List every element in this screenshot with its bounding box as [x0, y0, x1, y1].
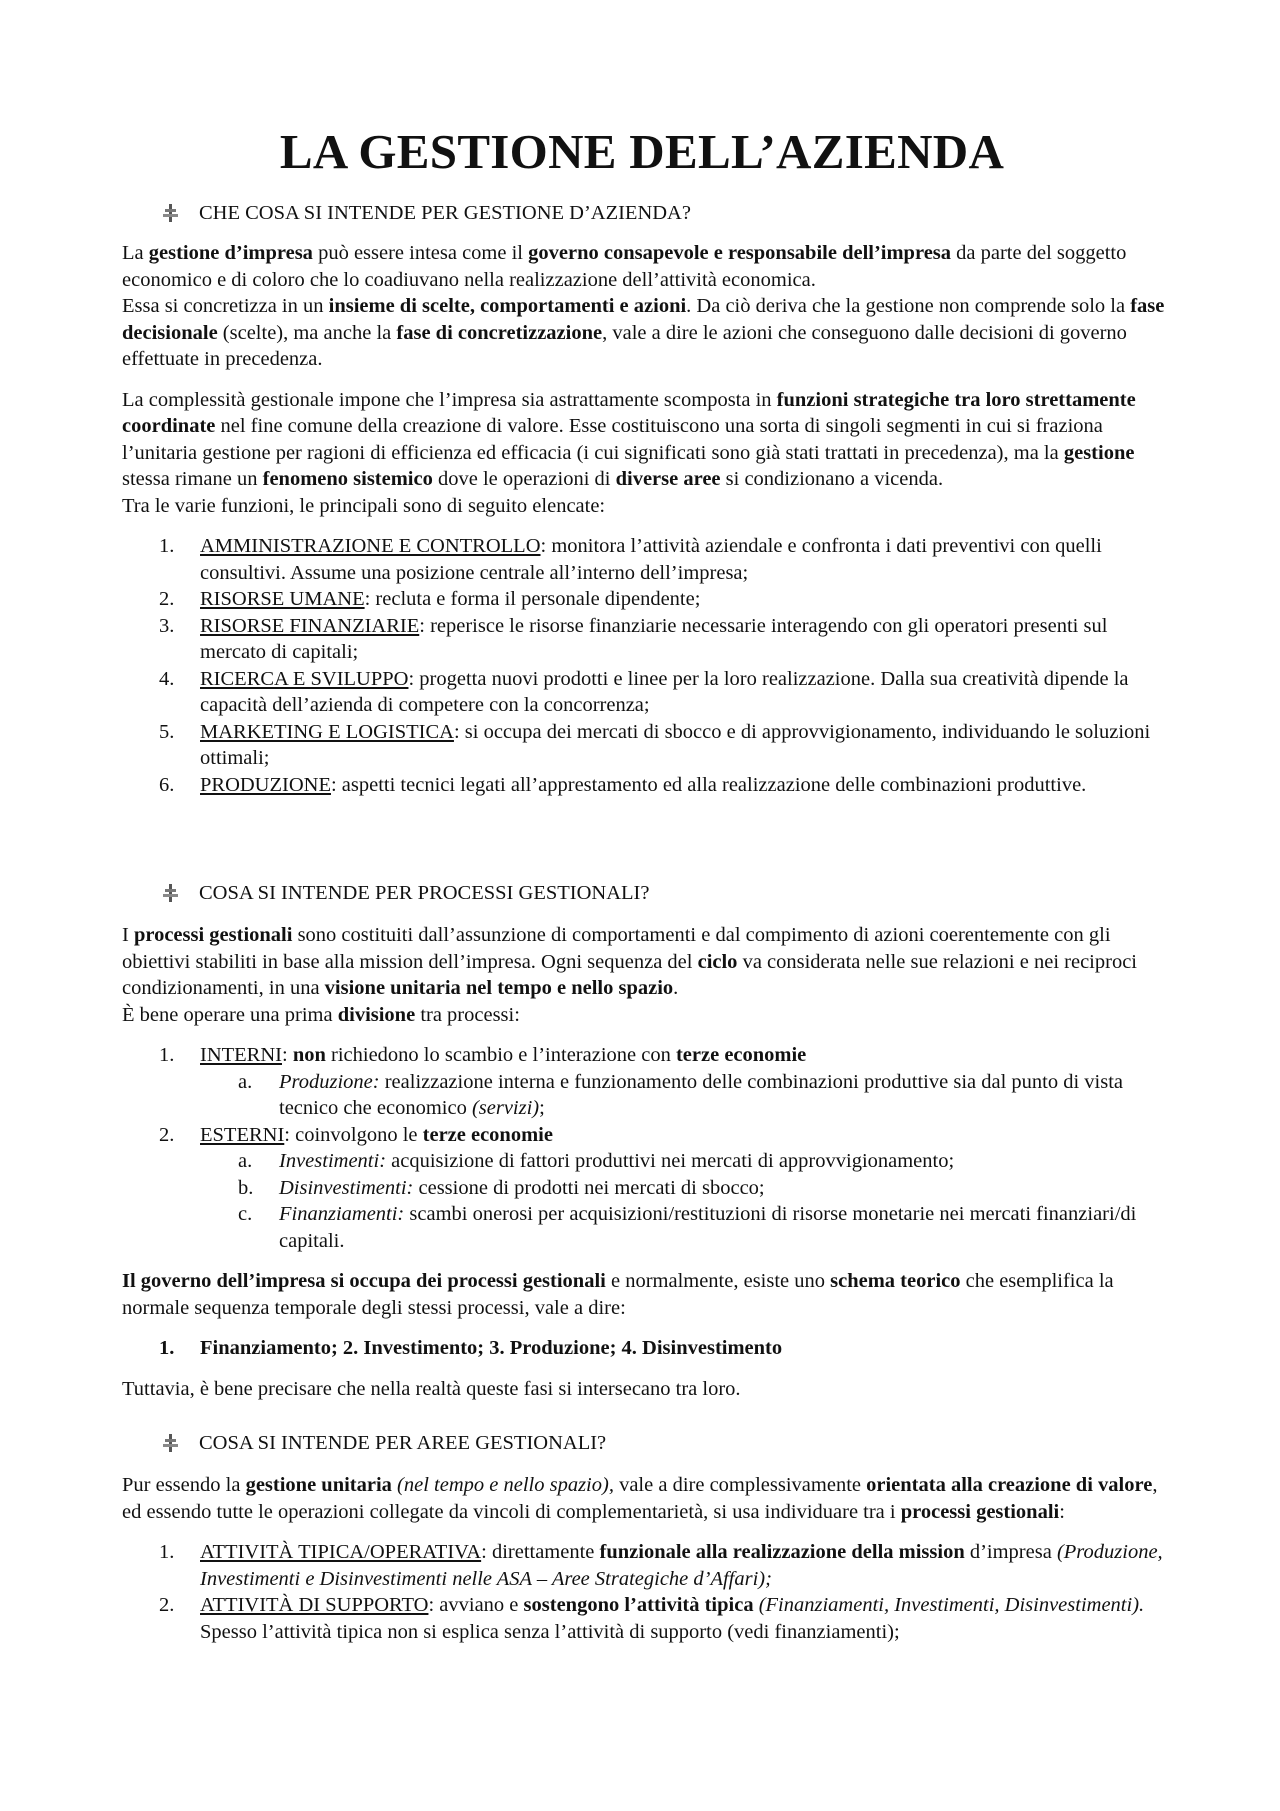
paragraph: È bene operare una prima divisione tra processi:	[122, 1003, 520, 1026]
paragraph: Tra le varie funzioni, le principali sono di seguito elencate:	[122, 494, 606, 517]
areas-list	[122, 1539, 1172, 1645]
section-heading-processi	[162, 880, 649, 906]
list-item: 6. PRODUZIONE: aspetti tecnici legati all’apprestamento ed alla realizzazione delle combinazioni produttive.	[159, 773, 1087, 796]
section-question: COSA SI INTENDE PER PROCESSI GESTIONALI?	[199, 881, 650, 904]
section-question: COSA SI INTENDE PER AREE GESTIONALI?	[199, 1431, 607, 1454]
paragraph: Essa si concretizza in un insieme di scelte, comportamenti e azioni. Da ciò deriva che la gestione non comprende solo la fase decisionale (scelte), ma anche la fase di concretizzazione, vale a dire le azioni che conseguono dalle decisioni di governo effettuate in precedenza.	[122, 295, 1165, 370]
paragraph: Pur essendo la gestione unitaria (nel tempo e nello spazio), vale a dire complessivamente orientata alla creazione di valore, ed essendo tutte le operazioni collegate da vincoli di complementarietà, si usa individuare tra i processi gestionali:	[122, 1474, 1158, 1523]
sub-list-item: b. Disinvestimenti: cessione di prodotti nei mercati di sbocco;	[238, 1176, 765, 1199]
list-item: 1. AMMINISTRAZIONE E CONTROLLO: monitora l’attività aziendale e confronta i dati preventivi con quelli consultivi. Assume una posizione centrale all’interno dell’impresa;	[159, 535, 1102, 584]
process-division-list	[122, 1042, 1172, 1254]
sub-list-item: a. Investimenti: acquisizione di fattori produttivi nei mercati di approvvigionamento;	[238, 1150, 955, 1172]
list-item: 1. INTERNI: non richiedono lo scambio e l’interazione con terze economie	[159, 1044, 807, 1066]
section-heading-aree	[162, 1430, 606, 1456]
functions-list	[122, 533, 1172, 798]
section-body-gestione	[122, 240, 1172, 798]
list-item: 5. MARKETING E LOGISTICA: si occupa dei mercati di sbocco e di approvvigionamento, individuando le soluzioni ottimali;	[159, 720, 1151, 769]
paragraph: Tuttavia, è bene precisare che nella realtà queste fasi si intersecano tra loro.	[122, 1377, 741, 1400]
paragraph: La complessità gestionale impone che l’impresa sia astrattamente scomposta in funzioni strategiche tra loro strettamente coordinate nel fine comune della creazione di valore. Esse costituiscono una sorta di singoli segmenti in cui si fraziona l’unitaria gestione per ragioni di efficienza ed efficacia (i cui significati sono già stati trattati in precedenza), ma la gestione stessa rimane un fenomeno sistemico dove le operazioni di diverse aree si condizionano a vicenda.	[122, 388, 1136, 490]
section-question: CHE COSA SI INTENDE PER GESTIONE D’AZIENDA?	[199, 201, 691, 224]
sub-list-item: c. Finanziamenti: scambi onerosi per acquisizioni/restituzioni di risorse monetarie nei mercati finanziari/di capitali.	[238, 1203, 1137, 1252]
list-item: 2. ESTERNI: coinvolgono le terze economie	[159, 1123, 553, 1146]
sub-list-item: a. Produzione: realizzazione interna e funzionamento delle combinazioni produttive sia dal punto di vista tecnico che economico (servizi);	[238, 1070, 1124, 1119]
list-item: 3. RISORSE FINANZIARIE: reperisce le risorse finanziarie necessarie interagendo con gli operatori presenti sul mercato di capitali;	[159, 614, 1108, 663]
section-body-aree	[122, 1472, 1172, 1645]
sequence-item: 1. Finanziamento; 2. Investimento; 3. Produzione; 4. Disinvestimento	[159, 1337, 783, 1359]
page-title: LA GESTIONE DELL’AZIENDA	[279, 124, 1005, 179]
paragraph: Il governo dell’impresa si occupa dei processi gestionali e normalmente, esiste uno schema teorico che esemplifica la normale sequenza temporale degli stessi processi, vale a dire:	[122, 1270, 1114, 1319]
pushpin-bullet-icon	[162, 203, 179, 223]
list-item: 4. RICERCA E SVILUPPO: progetta nuovi prodotti e linee per la loro realizzazione. Dalla sua creatività dipende la capacità dell’azienda di competere con la concorrenza;	[159, 667, 1129, 716]
pushpin-bullet-icon	[162, 1433, 179, 1453]
list-item: 1. ATTIVITÀ TIPICA/OPERATIVA: direttamente funzionale alla realizzazione della mission d’impresa (Produzione, Investimenti e Disinvestimenti nelle ASA – Aree Strategiche d’Affari);	[159, 1541, 1163, 1590]
section-heading-gestione	[162, 200, 691, 226]
pushpin-bullet-icon	[162, 883, 179, 903]
list-item: 2. ATTIVITÀ DI SUPPORTO: avviano e sostengono l’attività tipica (Finanziamenti, Investimenti, Disinvestimenti). Spesso l’attività tipica non si esplica senza l’attività di supporto (vedi finanziamenti);	[159, 1594, 1145, 1643]
list-item: 2. RISORSE UMANE: recluta e forma il personale dipendente;	[159, 588, 701, 610]
paragraph: I processi gestionali sono costituiti dall’assunzione di comportamenti e dal compimento di azioni coerentemente con gli obiettivi stabiliti in base alla mission dell’impresa. Ogni sequenza del ciclo va considerata nelle sue relazioni e nei reciproci condizionamenti, in una visione unitaria nel tempo e nello spazio.	[122, 924, 1137, 999]
paragraph: La gestione d’impresa può essere intesa come il governo consapevole e responsabile dell’impresa da parte del soggetto economico e di coloro che lo coadiuvano nella realizzazione dell’attività economica.	[122, 242, 1127, 291]
section-body-processi	[122, 922, 1172, 1402]
